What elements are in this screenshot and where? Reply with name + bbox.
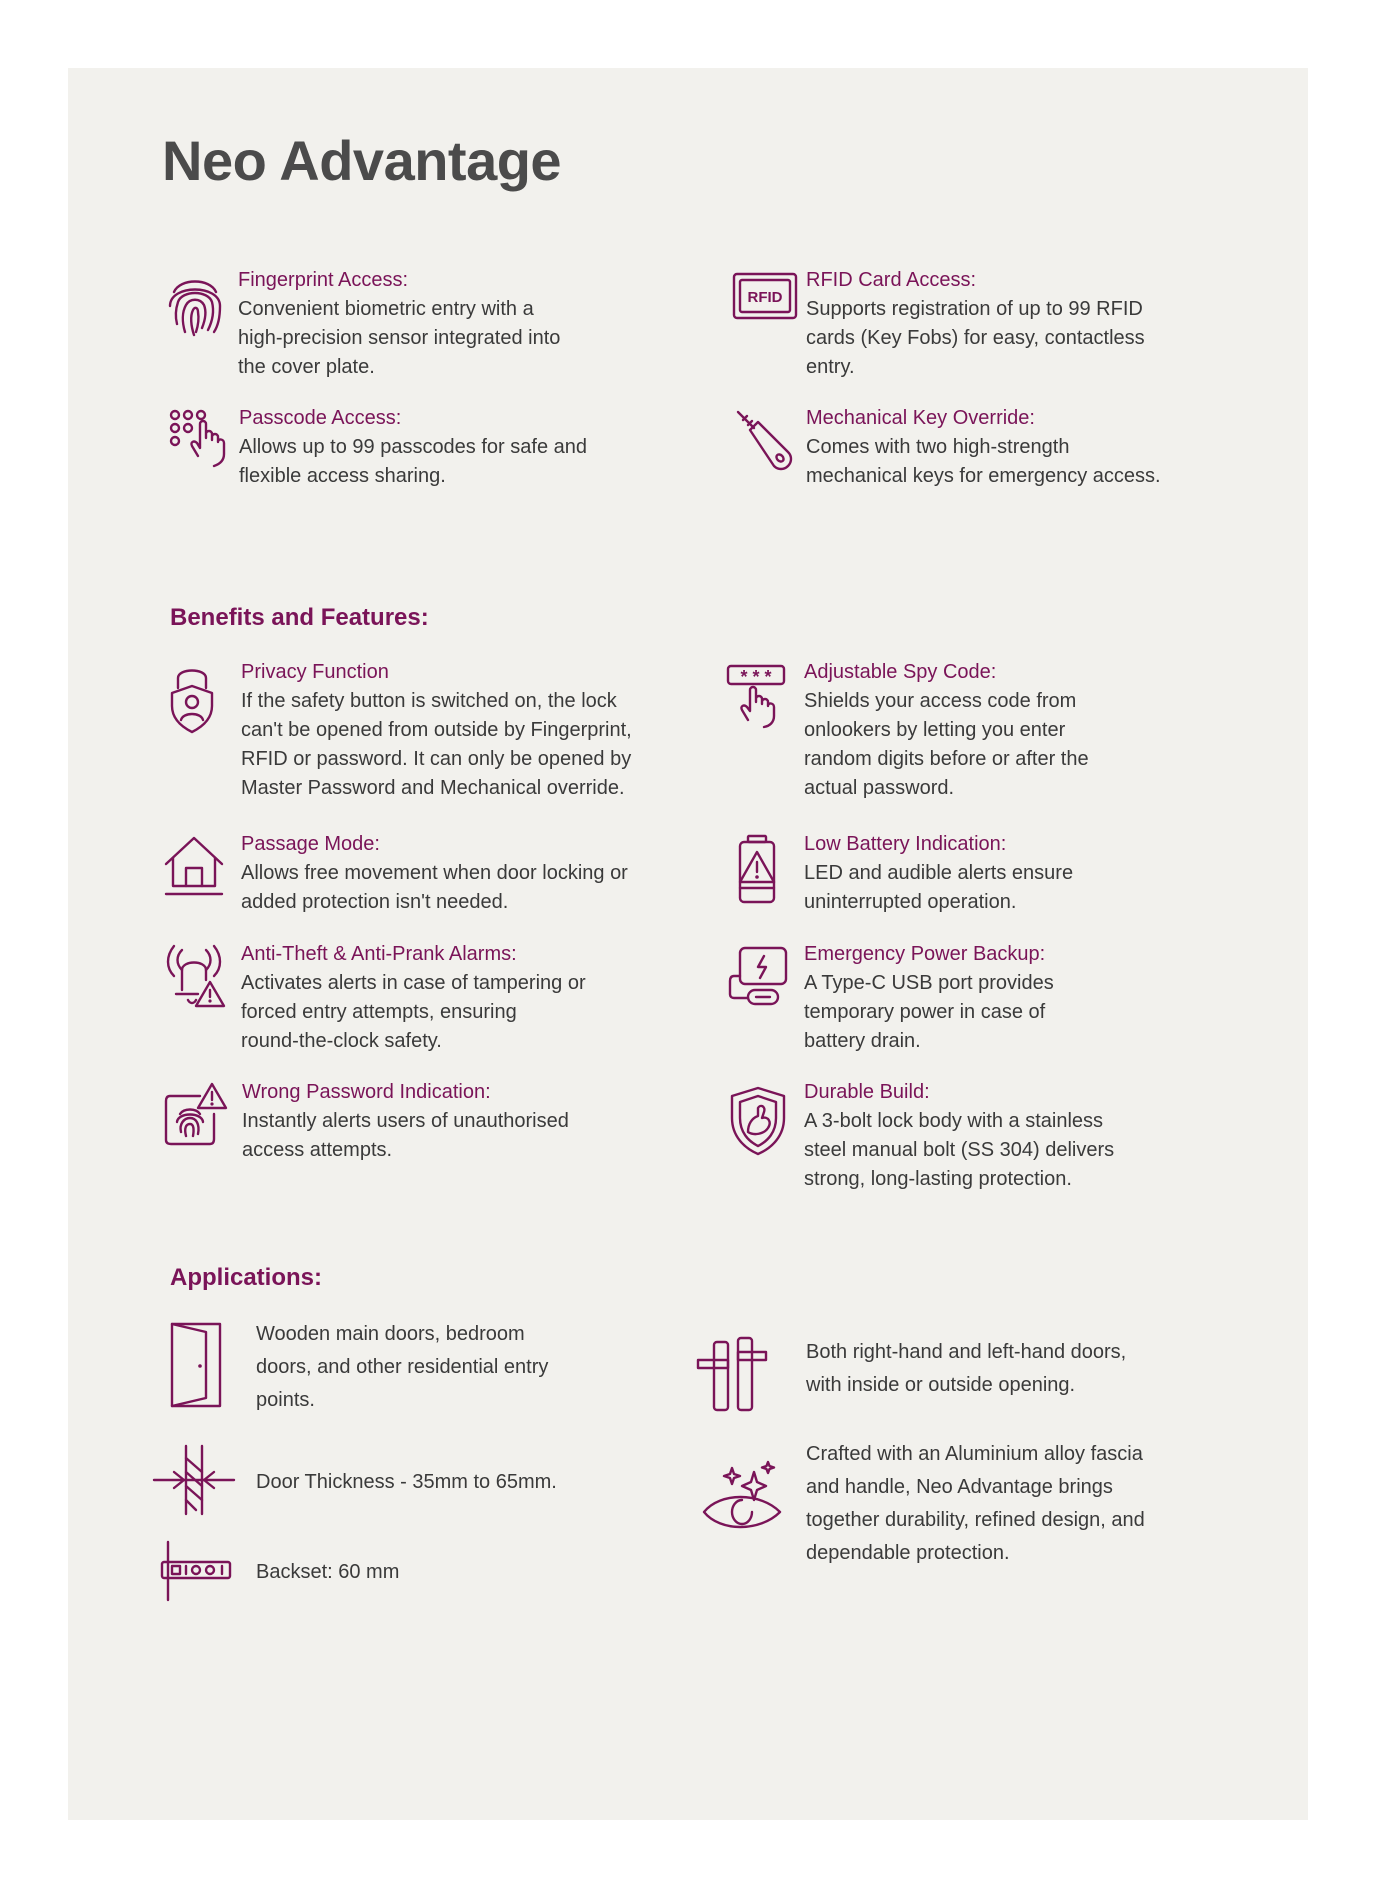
- benefit-adjustable-spy-code: [726, 658, 1206, 799]
- feature-text-line: strong, long-lasting protection.: [804, 1168, 1072, 1190]
- feature-text-line: Shields your access code from: [804, 690, 1077, 712]
- rfid-icon-label: RFID: [747, 289, 783, 306]
- feature-text-line: steel manual bolt (SS 304) delivers: [804, 1139, 1115, 1161]
- applications-section-title: Applications:: [170, 1264, 323, 1291]
- door-handles-icon: [696, 1336, 768, 1417]
- application-door-thickness: [152, 1444, 612, 1524]
- application-text-line: with inside or outside opening.: [806, 1374, 1076, 1396]
- feature-heading: Passage Mode:: [241, 833, 380, 855]
- application-backset: [160, 1540, 620, 1610]
- feature-text-line: Instantly alerts users of unauthorised: [242, 1110, 569, 1132]
- feature-text-line: actual password.: [804, 777, 955, 799]
- application-text-line: Crafted with an Aluminium alloy fascia: [806, 1443, 1143, 1465]
- feature-heading: Mechanical Key Override:: [806, 407, 1035, 429]
- mechanical-key-icon: [734, 408, 794, 477]
- feature-text-line: A 3-bolt lock body with a stainless: [804, 1110, 1104, 1132]
- feature-text-line: flexible access sharing.: [239, 465, 446, 487]
- benefit-emergency-power-backup: [726, 940, 1206, 1050]
- benefits-section-title: Benefits and Features:: [170, 604, 429, 631]
- page-title: Neo Advantage: [162, 129, 562, 192]
- feature-text-line: cards (Key Fobs) for easy, contactless: [806, 327, 1145, 349]
- privacy-shield-icon: [168, 662, 216, 739]
- feature-text-line: round-the-clock safety.: [241, 1030, 442, 1052]
- feature-text-line: battery drain.: [804, 1030, 921, 1052]
- feature-text-line: added protection isn't needed.: [241, 891, 509, 913]
- feature-text-line: the cover plate.: [238, 356, 375, 378]
- feature-text-line: Allows free movement when door locking or: [241, 862, 628, 884]
- application-text-line: doors, and other residential entry: [256, 1356, 549, 1378]
- feature-heading: Anti-Theft & Anti-Prank Alarms:: [241, 943, 517, 965]
- feature-rfid-card-access: [732, 266, 1212, 386]
- feature-text-line: LED and audible alerts ensure: [804, 862, 1074, 884]
- spy-code-icon: [726, 664, 786, 733]
- svg-text:* * *: * * *: [740, 667, 772, 687]
- feature-text-line: RFID or password. It can only be opened by: [241, 748, 632, 770]
- benefit-privacy-function: [166, 658, 686, 799]
- feature-text-line: Convenient biometric entry with a: [238, 298, 534, 320]
- alarm-bell-icon: [162, 946, 226, 1015]
- keypad-icon: [168, 408, 228, 473]
- feature-text-line: entry.: [806, 356, 855, 378]
- feature-heading: Privacy Function: [241, 661, 389, 683]
- application-text-line: together durability, refined design, and: [806, 1509, 1145, 1531]
- benefit-wrong-password-indication: [162, 1078, 682, 1168]
- wrong-password-icon: [164, 1082, 228, 1151]
- benefit-low-battery-indication: [734, 830, 1204, 913]
- fingerprint-icon: [166, 272, 224, 343]
- feature-text-line: access attempts.: [242, 1139, 393, 1161]
- feature-text-line: Activates alerts in case of tampering or: [241, 972, 586, 994]
- feature-text-line: Master Password and Mechanical override.: [241, 777, 625, 799]
- durable-shield-icon: [728, 1086, 788, 1161]
- usb-power-icon: [728, 946, 790, 1013]
- feature-text-line: mechanical keys for emergency access.: [806, 465, 1161, 487]
- low-battery-icon: [734, 834, 780, 909]
- feature-text-line: high-precision sensor integrated into: [238, 327, 561, 349]
- feature-text-line: Allows up to 99 passcodes for safe and: [239, 436, 587, 458]
- feature-heading: Passcode Access:: [239, 407, 402, 429]
- door-thickness-icon: [152, 1444, 236, 1521]
- application-text-line: Backset: 60 mm: [256, 1561, 400, 1583]
- benefit-anti-theft-alarms: [162, 940, 682, 1050]
- feature-text-line: forced entry attempts, ensuring: [241, 1001, 517, 1023]
- feature-text-line: A Type-C USB port provides: [804, 972, 1054, 994]
- application-text-line: and handle, Neo Advantage brings: [806, 1476, 1113, 1498]
- feature-heading: Wrong Password Indication:: [242, 1081, 491, 1103]
- feature-text-line: temporary power in case of: [804, 1001, 1046, 1023]
- feature-heading: RFID Card Access:: [806, 269, 977, 291]
- feature-passcode-access: [166, 404, 626, 487]
- application-text-line: points.: [256, 1389, 315, 1411]
- feature-fingerprint-access: [166, 266, 626, 386]
- backset-icon: [160, 1540, 232, 1607]
- benefit-passage-mode: [162, 830, 682, 913]
- design-sparkle-icon: [702, 1462, 784, 1543]
- application-text-line: Wooden main doors, bedroom: [256, 1323, 525, 1345]
- feature-heading: Durable Build:: [804, 1081, 930, 1103]
- rfid-card-icon: [732, 272, 798, 329]
- feature-text-line: Comes with two high-strength: [806, 436, 1070, 458]
- feature-text-line: random digits before or after the: [804, 748, 1089, 770]
- feature-text-line: can't be opened from outside by Fingerprint,: [241, 719, 632, 741]
- feature-text-line: Supports registration of up to 99 RFID: [806, 298, 1143, 320]
- house-icon: [164, 836, 224, 901]
- feature-mechanical-key-override: [732, 404, 1212, 487]
- feature-text-line: onlookers by letting you enter: [804, 719, 1066, 741]
- feature-heading: Fingerprint Access:: [238, 269, 409, 291]
- feature-text-line: uninterrupted operation.: [804, 891, 1017, 913]
- application-text-line: Door Thickness - 35mm to 65mm.: [256, 1471, 557, 1493]
- feature-heading: Low Battery Indication:: [804, 833, 1007, 855]
- feature-heading: Adjustable Spy Code:: [804, 661, 997, 683]
- application-aluminium-design: [696, 1438, 1216, 1578]
- feature-heading: Emergency Power Backup:: [804, 943, 1046, 965]
- application-wooden-doors: [162, 1318, 622, 1428]
- door-icon: [170, 1322, 222, 1413]
- application-text-line: dependable protection.: [806, 1542, 1010, 1564]
- feature-text-line: If the safety button is switched on, the lock: [241, 690, 617, 712]
- benefit-durable-build: [726, 1078, 1206, 1188]
- application-right-left-hand-doors: [696, 1336, 1216, 1426]
- application-text-line: Both right-hand and left-hand doors,: [806, 1341, 1127, 1363]
